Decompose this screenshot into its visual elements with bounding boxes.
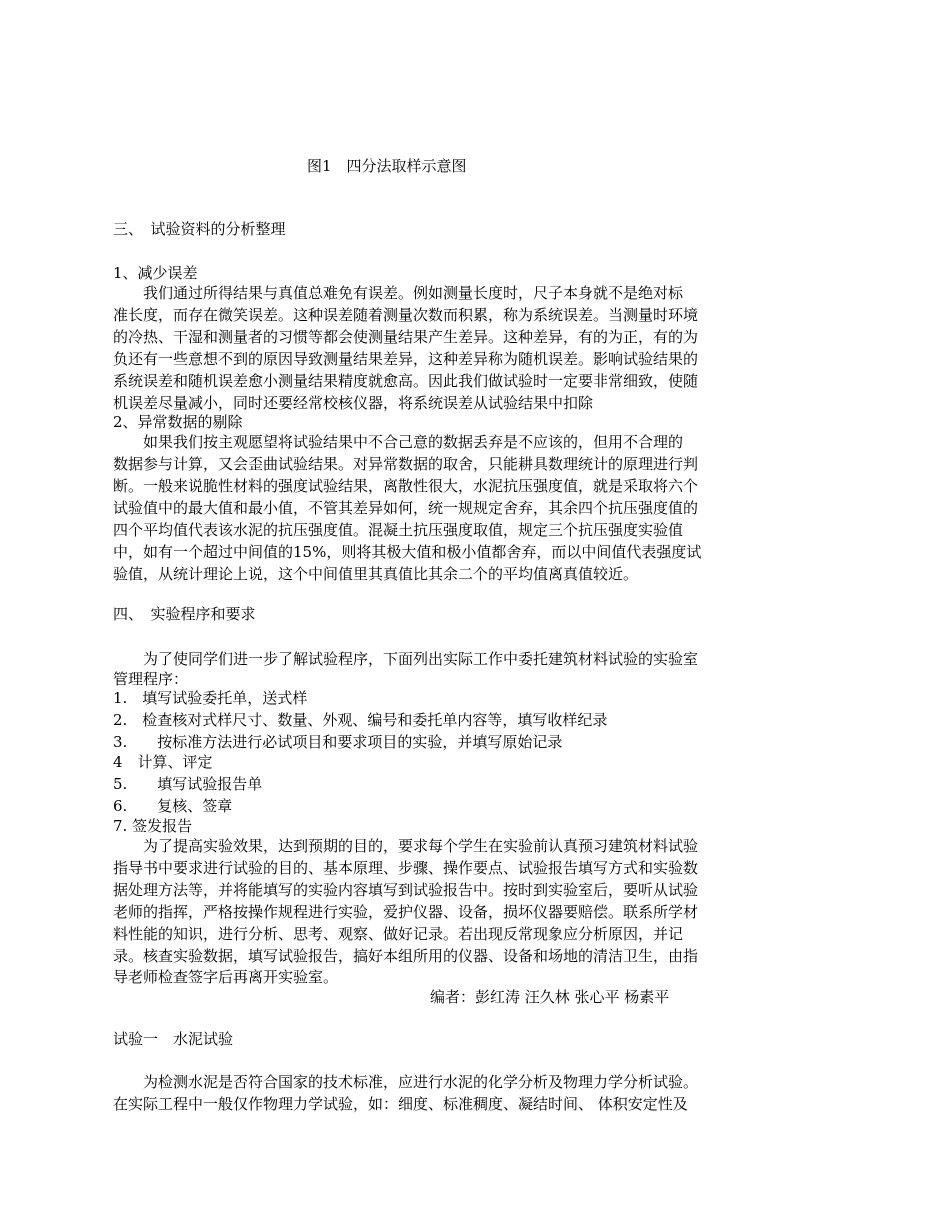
paragraph-line: 据处理方法等，并将能填写的实验内容填写到试验报告中。按时到实验室后，要听从试验 [113,881,699,899]
procedure-step: 4 计算、评定 [113,753,213,771]
procedure-step: 7. 签发报告 [113,817,193,835]
paragraph-line: 为检测水泥是否符合国家的技术标准，应进行水泥的化学分析及物理力学分析试验。 [113,1073,699,1091]
paragraph-line: 的冷热、干湿和测量者的习惯等都会使测量结果产生差异。这种差异，有的为正，有的为 [113,328,699,346]
paragraph-line: 老师的指挥，严格按操作规程进行实验，爱护仪器、设备，损坏仪器要赔偿。联系所学材 [113,903,699,921]
procedure-step: 2. 检查核对式样尺寸、数量、外观、编号和委托单内容等，填写收样纪录 [113,711,608,729]
paragraph-line: 导老师检查签字后再离开实验室。 [113,968,339,986]
paragraph-line: 准长度，而存在微笑误差。这种误差随着测量次数而积累，称为系统误差。当测量时环境 [113,306,699,324]
paragraph-line: 如果我们按主观愿望将试验结果中不合己意的数据丢弃是不应该的，但用不合理的 [113,433,684,451]
paragraph-line: 验值，从统计理论上说，这个中间值里其真值比其余二个的平均值离真值较近。 [113,565,639,583]
section-heading-procedure: 四、 实验程序和要求 [113,605,256,623]
paragraph-line: 数据参与计算，又会歪曲试验结果。对异常数据的取舍，只能耕具数理统计的原理进行判 [113,455,699,473]
procedure-step: 3. 按标准方法进行必试项目和要求项目的实验，并填写原始记录 [113,733,563,751]
procedure-step: 5. 填写试验报告单 [113,775,263,793]
editors-credit: 编者：彭红涛 汪久林 张心平 杨素平 [430,988,670,1006]
paragraph-line: 为了使同学们进一步了解试验程序，下面列出实际工作中委托建筑材料试验的实验室 [113,650,699,668]
paragraph-line: 中，如有一个超过中间值的15%，则将其极大值和极小值都舍弃，而以中间值代表强度试 [113,543,702,561]
section-heading-analysis: 三、 试验资料的分析整理 [113,220,286,238]
procedure-step: 6. 复核、签章 [113,797,233,815]
paragraph-line: 料性能的知识，进行分析、思考、观察、做好记录。若出现反常现象应分析原因，并记 [113,925,684,943]
subsection-title-outliers: 2、异常数据的剔除 [113,413,243,431]
paragraph-line: 试验值中的最大值和最小值，不管其差异如何，统一规规定舍弃，其余四个抗压强度值的 [113,499,699,517]
paragraph-line: 机误差尽量减小，同时还要经常校核仪器，将系统误差从试验结果中扣除 [113,394,594,412]
paragraph-line: 我们通过所得结果与真值总难免有误差。例如测量长度时，尺子本身就不是绝对标 [113,284,684,302]
paragraph-line: 指导书中要求进行试验的目的、基本原理、步骤、操作要点、试验报告填写方式和实验数 [113,859,699,877]
experiment-heading: 试验一 水泥试验 [113,1030,234,1048]
paragraph-line: 断。一般来说脆性材料的强度试验结果，离散性很大，水泥抗压强度值，就是采取将六个 [113,477,699,495]
figure-caption: 图1 四分法取样示意图 [307,157,467,175]
paragraph-line: 负还有一些意想不到的原因导致测量结果差异，这种差异称为随机误差。影响试验结果的 [113,350,699,368]
paragraph-line: 管理程序： [113,670,189,688]
subsection-title-reduce-error: 1、减少误差 [113,264,198,282]
procedure-step: 1. 填写试验委托单，送式样 [113,689,308,707]
paragraph-line: 在实际工程中一般仅作物理力学试验，如：细度、标准稠度、凝结时间、 体积安定性及 [113,1095,688,1113]
paragraph-line: 系统误差和随机误差愈小测量结果精度就愈高。因此我们做试验时一定要非常细致，使随 [113,372,699,390]
paragraph-line: 四个平均值代表该水泥的抗压强度值。混凝土抗压强度取值，规定三个抗压强度实验值 [113,521,684,539]
paragraph-line: 录。核查实验数据，填写试验报告，搞好本组所用的仪器、设备和场地的清洁卫生，由指 [113,947,699,965]
paragraph-line: 为了提高实验效果，达到预期的目的，要求每个学生在实验前认真预习建筑材料试验 [113,837,699,855]
